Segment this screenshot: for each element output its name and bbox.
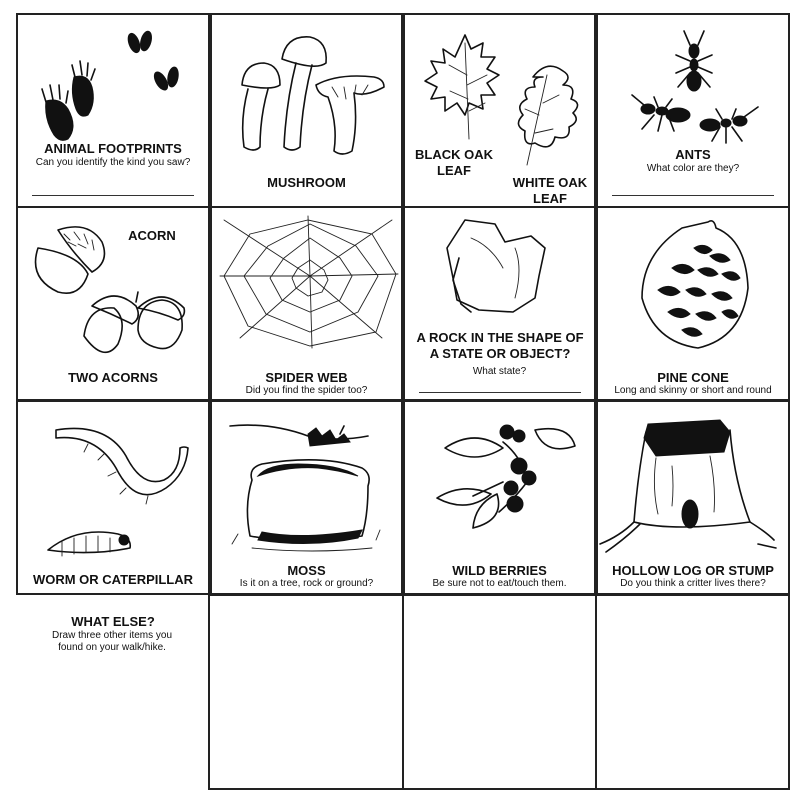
answer-line xyxy=(32,195,194,196)
drawing-box-3[interactable] xyxy=(595,594,790,790)
stump-subtitle: Do you think a critter lives there? xyxy=(620,578,766,589)
moss-subtitle: Is it on a tree, rock or ground? xyxy=(239,578,374,589)
cell-stump xyxy=(596,400,790,595)
black-oak-label: BLACK OAK LEAF xyxy=(415,147,493,178)
cell-moss xyxy=(210,400,403,595)
what-else-title: WHAT ELSE? xyxy=(71,614,155,629)
cell-mushroom xyxy=(210,13,403,208)
answer-line xyxy=(419,392,581,393)
cell-worm xyxy=(16,400,210,595)
pine-cone-title: PINE CONE xyxy=(657,370,729,385)
cell-acorns xyxy=(16,206,210,401)
berries-title: WILD BERRIES xyxy=(452,563,547,578)
spider-web-subtitle: Did you find the spider too? xyxy=(245,385,368,396)
ants-subtitle: What color are they? xyxy=(646,163,740,174)
moss-title: MOSS xyxy=(287,563,326,578)
spider-web-title: SPIDER WEB xyxy=(265,370,348,385)
drawing-box-2[interactable] xyxy=(402,594,597,790)
drawing-box-1[interactable] xyxy=(208,594,404,790)
two-acorns-label: TWO ACORNS xyxy=(68,370,158,385)
worm-title: WORM OR CATERPILLAR xyxy=(32,572,194,587)
answer-line xyxy=(612,195,774,196)
what-else-section xyxy=(16,596,210,791)
cell-ants xyxy=(596,13,790,208)
acorn-label: ACORN xyxy=(128,228,176,243)
cell-spider-web xyxy=(210,206,403,401)
stump-title: HOLLOW LOG OR STUMP xyxy=(612,563,774,578)
footprints-title: ANIMAL FOOTPRINTS xyxy=(44,141,182,156)
cell-wild-berries xyxy=(403,400,596,595)
ants-title: ANTS xyxy=(675,147,711,162)
rock-title: A ROCK IN THE SHAPE OF A STATE OR OBJECT? xyxy=(416,330,584,361)
footprints-icon xyxy=(18,15,210,208)
footprints-subtitle: Can you identify the kind you saw? xyxy=(35,157,191,168)
berries-subtitle: Be sure not to eat/touch them. xyxy=(432,578,567,589)
cell-rock xyxy=(403,206,596,401)
ant-icon xyxy=(598,15,790,208)
worm-icon xyxy=(18,402,210,595)
mushroom-title: MUSHROOM xyxy=(267,175,346,190)
cell-animal-footprints xyxy=(16,13,210,208)
what-else-instructions: Draw three other items you found on your walk/hike. xyxy=(51,630,173,653)
white-oak-label: WHITE OAK LEAF xyxy=(512,175,588,206)
pine-cone-subtitle: Long and skinny or short and round xyxy=(614,385,772,396)
cell-oak-leaves xyxy=(403,13,596,208)
rock-subtitle: What state? xyxy=(472,366,527,377)
cell-pine-cone xyxy=(596,206,790,401)
